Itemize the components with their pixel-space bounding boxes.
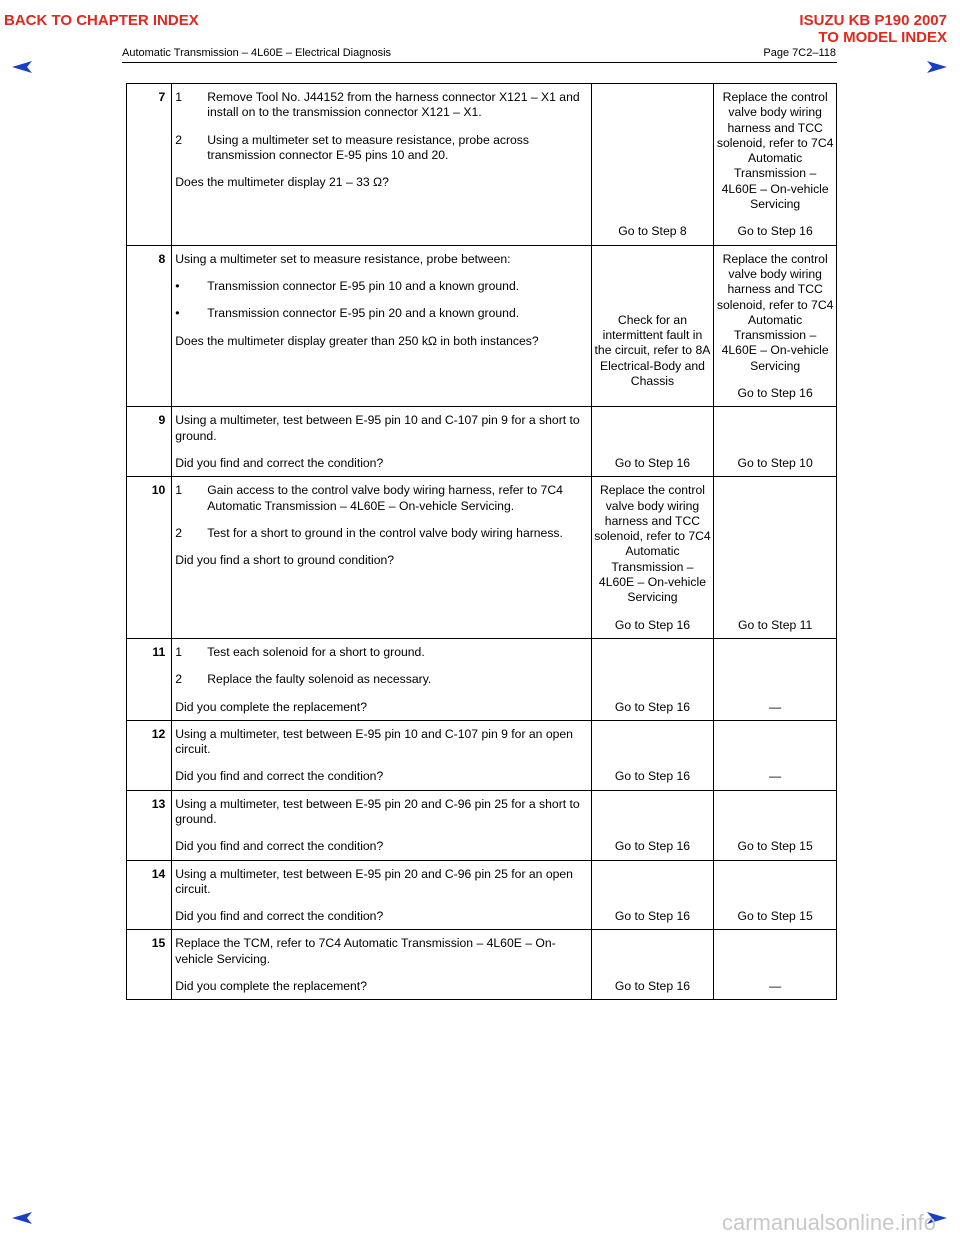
result-yes bbox=[591, 860, 714, 930]
step-question: Did you find and correct the condition? bbox=[175, 839, 384, 854]
result-yes bbox=[591, 930, 714, 1000]
step-instructions bbox=[172, 720, 591, 790]
table-row bbox=[127, 84, 837, 246]
list-item-text: Using a multimeter set to measure resistance, probe across transmission connector E-95 pins 10 and 20. bbox=[207, 132, 529, 162]
step-number: 10 bbox=[127, 477, 172, 639]
result-yes bbox=[591, 638, 714, 720]
diagnostic-steps-table bbox=[126, 83, 837, 1000]
table-row bbox=[127, 477, 837, 639]
step-instructions bbox=[172, 477, 591, 639]
result-action: Go to Step 15 bbox=[737, 839, 813, 854]
result-action: Go to Step 16 bbox=[614, 769, 691, 784]
result-note: Check for an intermittent fault in the circuit, refer to 8A Electrical-Body and Chassis bbox=[594, 312, 711, 389]
list-item bbox=[175, 672, 587, 687]
list-item-marker: • bbox=[175, 306, 180, 321]
step-number: 9 bbox=[127, 407, 172, 477]
step-instructions bbox=[172, 930, 591, 1000]
result-note: Replace the control valve body wiring harness and TCC solenoid, refer to 7C4 Automatic Transmission – 4L60E – On-vehicle Servicing bbox=[716, 251, 834, 373]
step-instructions bbox=[172, 638, 591, 720]
result-no bbox=[714, 860, 837, 930]
result-no bbox=[714, 720, 837, 790]
list-item bbox=[175, 90, 587, 121]
document-title: Automatic Transmission – 4L60E – Electrical Diagnosis bbox=[122, 47, 392, 59]
result-yes bbox=[591, 245, 714, 407]
list-item-marker: 1 bbox=[175, 483, 183, 498]
result-action: Go to Step 10 bbox=[737, 455, 813, 470]
list-item bbox=[175, 483, 587, 514]
step-number: 7 bbox=[127, 84, 172, 246]
arrow-right-icon[interactable] bbox=[926, 60, 948, 74]
step-lead-text: Using a multimeter, test between E-95 pin 20 and C-96 pin 25 for a short to ground. bbox=[175, 796, 580, 826]
step-question: Does the multimeter display greater than 250 kΩ in both instances? bbox=[175, 333, 539, 348]
result-note: Replace the control valve body wiring harness and TCC solenoid, refer to 7C4 Automatic Transmission – 4L60E – On-vehicle Servicing bbox=[594, 483, 711, 605]
list-item-marker: 2 bbox=[175, 132, 183, 147]
step-number: 13 bbox=[127, 790, 172, 860]
result-action: Go to Step 15 bbox=[737, 909, 813, 924]
result-yes bbox=[591, 84, 714, 246]
back-to-chapter-index-link[interactable]: BACK TO CHAPTER INDEX bbox=[4, 12, 199, 29]
step-lead-text: Using a multimeter, test between E-95 pin 10 and C-107 pin 9 for a short to ground. bbox=[175, 413, 580, 443]
result-action: Go to Step 16 bbox=[737, 386, 813, 401]
result-action: Go to Step 16 bbox=[614, 699, 691, 714]
result-action: Go to Step 16 bbox=[737, 224, 813, 239]
result-action: — bbox=[769, 979, 782, 994]
result-no bbox=[714, 930, 837, 1000]
result-action: Go to Step 8 bbox=[618, 224, 687, 239]
list-item bbox=[175, 133, 587, 164]
to-model-index-link[interactable]: TO MODEL INDEX bbox=[818, 29, 947, 46]
step-question: Did you find and correct the condition? bbox=[175, 909, 384, 924]
step-question: Did you find and correct the condition? bbox=[175, 769, 384, 784]
result-no bbox=[714, 790, 837, 860]
result-no bbox=[714, 245, 837, 407]
list-item-text: Test each solenoid for a short to ground. bbox=[207, 644, 425, 659]
step-number: 12 bbox=[127, 720, 172, 790]
result-no bbox=[714, 477, 837, 639]
table-row bbox=[127, 638, 837, 720]
list-item bbox=[175, 645, 587, 660]
list-item-text: Transmission connector E-95 pin 10 and a known ground. bbox=[207, 278, 520, 293]
result-action: Go to Step 11 bbox=[737, 617, 813, 632]
step-number: 11 bbox=[127, 638, 172, 720]
step-instructions bbox=[172, 84, 591, 246]
result-no bbox=[714, 407, 837, 477]
step-number: 14 bbox=[127, 860, 172, 930]
result-yes bbox=[591, 720, 714, 790]
result-action: Go to Step 16 bbox=[614, 909, 691, 924]
result-action: Go to Step 16 bbox=[614, 455, 691, 470]
header-divider bbox=[122, 62, 837, 63]
step-instructions bbox=[172, 245, 591, 407]
page-number: Page 7C2–118 bbox=[763, 47, 836, 59]
list-item-text: Replace the faulty solenoid as necessary. bbox=[207, 672, 432, 687]
table-row bbox=[127, 245, 837, 407]
list-item-marker: 2 bbox=[175, 525, 183, 540]
step-lead-text: Using a multimeter, test between E-95 pin 10 and C-107 pin 9 for an open circuit. bbox=[175, 726, 573, 757]
table-row bbox=[127, 790, 837, 860]
arrow-left-icon[interactable] bbox=[11, 60, 33, 74]
step-question: Did you complete the replacement? bbox=[175, 699, 367, 714]
result-action: Go to Step 16 bbox=[614, 617, 691, 632]
list-item-marker: 1 bbox=[175, 644, 183, 659]
result-no bbox=[714, 84, 837, 246]
step-lead-text: Using a multimeter set to measure resistance, probe between: bbox=[175, 251, 511, 266]
table-row bbox=[127, 930, 837, 1000]
step-number: 8 bbox=[127, 245, 172, 407]
step-instructions bbox=[172, 407, 591, 477]
list-item-marker: 2 bbox=[175, 672, 183, 687]
result-yes bbox=[591, 790, 714, 860]
result-note: Replace the control valve body wiring harness and TCC solenoid, refer to 7C4 Automatic Transmission – 4L60E – On-vehicle Servicing bbox=[716, 90, 834, 212]
table-row bbox=[127, 407, 837, 477]
table-row bbox=[127, 860, 837, 930]
list-item bbox=[175, 526, 587, 541]
list-item bbox=[175, 306, 587, 321]
list-item-text: Test for a short to ground in the control valve body wiring harness. bbox=[207, 525, 563, 540]
result-yes bbox=[591, 477, 714, 639]
step-question: Did you find and correct the condition? bbox=[175, 455, 384, 470]
result-no bbox=[714, 638, 837, 720]
step-instructions bbox=[172, 860, 591, 930]
step-lead-text: Using a multimeter, test between E-95 pin 20 and C-96 pin 25 for an open circuit. bbox=[175, 866, 573, 896]
arrow-left-icon[interactable] bbox=[11, 1211, 33, 1225]
list-item-text: Transmission connector E-95 pin 20 and a known ground. bbox=[207, 306, 520, 321]
list-item-text: Remove Tool No. J44152 from the harness connector X121 – X1 and install on to the transmission connector X121 – X1. bbox=[207, 90, 580, 120]
step-question: Does the multimeter display 21 – 33 Ω? bbox=[175, 175, 389, 190]
step-instructions bbox=[172, 790, 591, 860]
result-action: — bbox=[769, 769, 782, 784]
step-question: Did you complete the replacement? bbox=[175, 979, 367, 994]
step-question: Did you find a short to ground condition? bbox=[175, 553, 395, 568]
model-title: ISUZU KB P190 2007 bbox=[799, 12, 947, 29]
step-number: 15 bbox=[127, 930, 172, 1000]
result-yes bbox=[591, 407, 714, 477]
list-item bbox=[175, 279, 587, 294]
watermark: carmanualsonline.info bbox=[721, 1210, 936, 1235]
list-item-text: Gain access to the control valve body wiring harness, refer to 7C4 Automatic Transmission – 4L60E – On-vehicle Servicing. bbox=[207, 483, 563, 513]
step-lead-text: Replace the TCM, refer to 7C4 Automatic Transmission – 4L60E – On-vehicle Servicing. bbox=[175, 936, 556, 966]
list-item-marker: 1 bbox=[175, 90, 183, 104]
result-action: — bbox=[769, 699, 782, 714]
list-item-marker: • bbox=[175, 278, 180, 293]
result-action: Go to Step 16 bbox=[614, 979, 691, 994]
table-row bbox=[127, 720, 837, 790]
result-action: Go to Step 16 bbox=[614, 839, 691, 854]
